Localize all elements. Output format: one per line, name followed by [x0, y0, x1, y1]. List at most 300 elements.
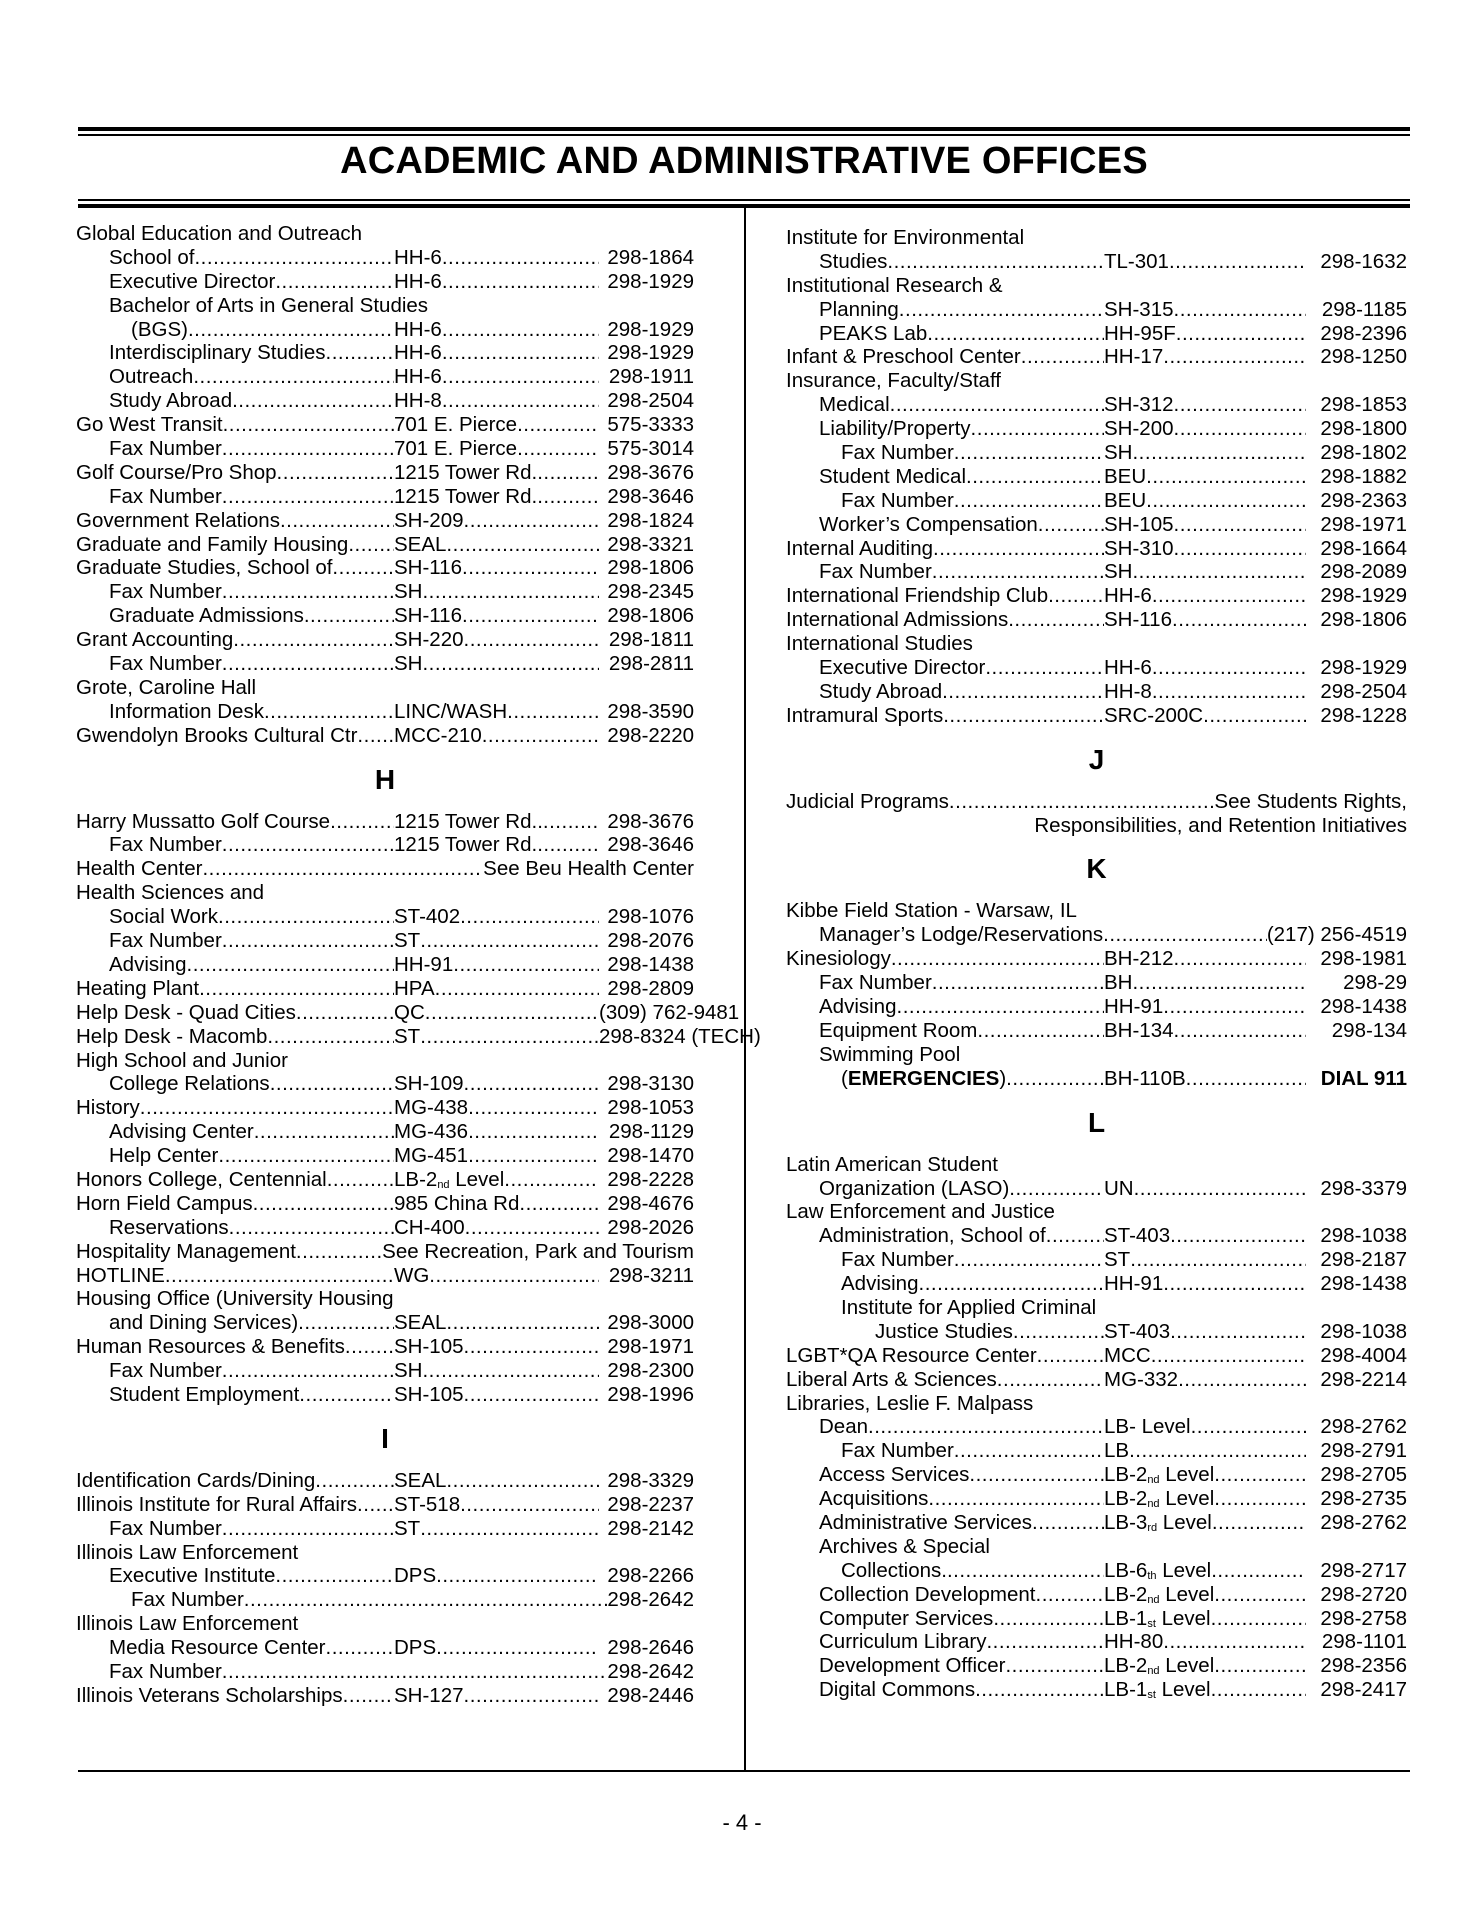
dot-leader — [194, 246, 394, 270]
dot-leader — [891, 947, 1104, 971]
entry-name: Global Education and Outreach — [76, 222, 363, 245]
entry-name: Fax Number — [131, 1588, 244, 1612]
entry-name: Studies — [819, 249, 888, 273]
ordinal-suffix: st — [1147, 1689, 1156, 1702]
entry-phone: 298-1101 — [1321, 1630, 1407, 1654]
entry-location-cell — [394, 1636, 599, 1660]
dot-leader — [1132, 441, 1306, 465]
dot-leader — [927, 322, 1104, 346]
entry-location-cell — [394, 1493, 599, 1517]
entry-name: Media Resource Center — [109, 1636, 326, 1660]
entry-name: Administrative Services — [819, 1510, 1033, 1534]
entry-location: HPA — [394, 976, 435, 1000]
entry-name: Fax Number — [109, 1516, 222, 1540]
entry-name-cell — [109, 1383, 394, 1407]
entry-location-cell — [394, 905, 599, 929]
directory-entry — [76, 1359, 694, 1383]
entry-location-cell — [1104, 441, 1306, 465]
entry-name: Fax Number — [109, 484, 222, 508]
dot-leader — [222, 485, 394, 509]
dot-leader — [420, 1517, 599, 1541]
entry-name: Study Abroad — [819, 679, 943, 703]
dot-leader — [1163, 1272, 1306, 1296]
entry-location-cell — [394, 652, 599, 676]
entry-phone: 298-3646 — [607, 484, 694, 508]
entry-location: HH-95F — [1104, 321, 1176, 345]
entry-phone: 298-2266 — [607, 1564, 694, 1588]
dot-leader — [986, 1630, 1104, 1654]
entry-name-cell — [841, 1439, 1104, 1463]
entry-location: SH-200 — [1104, 417, 1174, 441]
entry-name: Honors College, Centennial — [76, 1167, 327, 1191]
entry-location: MG-332 — [1104, 1367, 1179, 1391]
entry-location-cell — [1104, 417, 1306, 441]
dot-leader — [1170, 1320, 1306, 1344]
directory-entry — [76, 580, 694, 604]
dot-leader — [199, 977, 394, 1001]
entry-phone: 298-2758 — [1320, 1606, 1407, 1630]
entry-name: Kinesiology — [786, 947, 891, 971]
entry-phone: 298-1632 — [1320, 249, 1407, 273]
entry-location-level: Level — [1155, 1678, 1211, 1702]
entry-name-cell — [841, 1272, 1104, 1296]
directory-entry — [786, 1463, 1407, 1487]
entry-location-level: Level — [1155, 1606, 1211, 1630]
entry-location-cell — [1104, 656, 1306, 680]
dot-leader — [202, 857, 483, 881]
directory-entry — [786, 1177, 1407, 1201]
entry-name: Heating Plant — [76, 976, 200, 1000]
entry-location-cell — [394, 1684, 599, 1708]
entry-name: Judicial Programs — [786, 789, 949, 813]
dot-leader — [1132, 560, 1306, 584]
entry-name: Study Abroad — [109, 389, 233, 413]
dot-leader — [1214, 1487, 1306, 1511]
directory-entry — [786, 1320, 1407, 1344]
entry-phone: 298-2642 — [607, 1659, 694, 1683]
entry-location-cell — [394, 833, 599, 857]
entry-name: Fax Number — [109, 652, 222, 676]
dot-leader — [1037, 1344, 1104, 1368]
entry-location-cell — [1104, 250, 1306, 274]
entry-name: Grote, Caroline Hall — [76, 675, 257, 699]
entry-phone: 298-4676 — [607, 1191, 694, 1215]
dot-leader — [343, 1684, 394, 1708]
directory-entry — [786, 995, 1407, 1019]
dot-leader — [442, 246, 599, 270]
entry-name-cell — [786, 608, 1104, 632]
directory-entry — [76, 389, 694, 413]
entry-name-cell — [786, 584, 1104, 608]
dot-leader — [517, 413, 599, 437]
dot-leader — [446, 1469, 599, 1493]
directory-category — [76, 676, 694, 700]
entry-location: SH-127 — [394, 1683, 464, 1707]
dot-leader — [1103, 923, 1267, 947]
entry-name: Medical — [819, 393, 890, 417]
directory-category — [786, 1153, 1407, 1177]
directory-entry — [76, 1264, 694, 1288]
entry-location-level: Level — [449, 1167, 505, 1191]
entry-phone: 298-2504 — [1320, 679, 1407, 703]
dot-leader — [1008, 608, 1104, 632]
entry-phone: 298-2187 — [1320, 1248, 1407, 1272]
see-reference: See Recreation, Park and Tourism — [382, 1239, 694, 1263]
entry-name: Graduate Admissions — [109, 604, 304, 628]
entry-name-cell — [841, 1248, 1104, 1272]
entry-location: LB-2 — [1104, 1487, 1148, 1511]
entry-name: Golf Course/Pro Shop — [76, 460, 277, 484]
entry-phone: 298-1911 — [608, 365, 694, 389]
entry-name-cell — [76, 461, 394, 485]
entry-name: Fax Number — [109, 833, 222, 857]
entry-name: PEAKS Lab — [819, 321, 928, 345]
directory-category — [76, 294, 694, 318]
entry-name-cell — [76, 556, 394, 580]
dot-leader — [298, 1311, 394, 1335]
entry-name-cell — [841, 441, 1104, 465]
directory-entry — [76, 833, 694, 857]
ordinal-suffix: nd — [1147, 1498, 1160, 1511]
directory-entry — [786, 322, 1407, 346]
entry-name: Fax Number — [819, 971, 932, 995]
entry-phone: 298-3130 — [607, 1072, 694, 1096]
entry-location: SH — [394, 580, 423, 604]
dot-leader — [537, 485, 599, 509]
dot-leader — [997, 1368, 1104, 1392]
section-letter-heading: L — [1087, 1106, 1106, 1138]
entry-location: ST-518 — [394, 1492, 461, 1516]
directory-entry — [786, 1654, 1407, 1678]
dot-leader — [462, 556, 599, 580]
entry-location: BH-212 — [1104, 947, 1174, 971]
entry-name-cell — [109, 1144, 394, 1168]
dot-leader — [315, 1469, 394, 1493]
entry-location: 1215 Tower Rd. — [394, 833, 538, 857]
entry-location: ST — [394, 929, 421, 953]
ordinal-suffix: th — [1147, 1569, 1157, 1582]
entry-location: SH — [394, 652, 423, 676]
entry-name: Infant & Preschool Center — [786, 345, 1021, 369]
entry-phone: 298-2417 — [1320, 1678, 1407, 1702]
directory-entry — [786, 1224, 1407, 1248]
entry-phone: 298-1664 — [1320, 536, 1407, 560]
entry-location: SH-116 — [394, 604, 462, 628]
entry-name-prefix: ( — [841, 1066, 848, 1090]
directory-entry — [786, 1272, 1407, 1296]
entry-phone: 575-3014 — [607, 437, 694, 461]
entry-phone: 298-3379 — [1320, 1176, 1407, 1200]
entry-location: ST-402 — [394, 905, 461, 929]
entry-name-cell — [819, 298, 1104, 322]
dot-leader — [890, 393, 1104, 417]
entry-phone: 298-2076 — [607, 929, 694, 953]
dot-leader — [464, 1072, 599, 1096]
directory-entry — [76, 1564, 694, 1588]
dot-leader — [537, 833, 599, 857]
entry-location-cell — [1104, 1678, 1306, 1706]
entry-name-cell — [76, 628, 394, 652]
entry-name-cell — [76, 1335, 394, 1359]
entry-phone: 298-2214 — [1320, 1367, 1407, 1391]
entry-location: WG — [394, 1263, 430, 1287]
entry-name: Fax Number — [841, 1439, 954, 1463]
entry-phone: 298-1811 — [608, 628, 694, 652]
entry-location: MG-436 — [394, 1120, 469, 1144]
entry-name-cell — [76, 533, 394, 557]
ordinal-suffix: nd — [1147, 1593, 1160, 1606]
entry-location-cell — [1104, 1067, 1306, 1091]
entry-location-cell — [394, 1335, 599, 1359]
directory-entry — [76, 509, 694, 533]
page-title: ACADEMIC AND ADMINISTRATIVE OFFICES — [340, 140, 1148, 182]
entry-name-cell — [109, 1636, 394, 1660]
dot-leader — [1163, 1630, 1306, 1654]
entry-name-cell — [819, 465, 1104, 489]
entry-location: HH-91 — [1104, 1272, 1164, 1296]
dot-leader — [932, 971, 1104, 995]
dot-leader — [1163, 345, 1306, 369]
entry-phone: 298-2396 — [1320, 321, 1407, 345]
dot-leader — [969, 1463, 1104, 1487]
dot-leader — [1211, 1607, 1306, 1631]
dot-leader — [422, 1359, 599, 1383]
entry-location-cell — [1104, 584, 1306, 608]
entry-location-cell — [394, 389, 599, 413]
dot-leader — [254, 1120, 394, 1144]
entry-location-cell — [394, 246, 599, 270]
entry-location-cell — [394, 977, 599, 1001]
directory-entry — [76, 1636, 694, 1660]
entry-phone: 298-3321 — [607, 532, 694, 556]
entry-location: 985 China Rd — [394, 1191, 520, 1215]
entry-location: 1215 Tower Rd.. — [394, 809, 543, 833]
entry-phone: 298-1864 — [607, 245, 694, 269]
entry-name: Executive Director — [109, 269, 276, 293]
directory-entry — [76, 1072, 694, 1096]
entry-phone: 298-2026 — [607, 1215, 694, 1239]
dot-leader — [222, 437, 394, 461]
dot-leader — [933, 537, 1104, 561]
directory-entry — [76, 556, 694, 580]
directory-entry — [786, 560, 1407, 584]
directory-entry — [786, 1439, 1407, 1463]
dot-leader — [357, 724, 394, 748]
entry-location: HH-91 — [394, 952, 454, 976]
entry-name-cell — [819, 656, 1104, 680]
directory-entry — [76, 246, 694, 270]
entry-name: Bachelor of Arts in General Studies — [109, 293, 429, 317]
directory-entry — [786, 790, 1407, 814]
entry-location-cell — [394, 604, 599, 628]
entry-phone: 298-4004 — [1320, 1343, 1407, 1367]
dot-leader — [446, 533, 599, 557]
dot-leader — [537, 461, 599, 485]
dot-leader — [222, 1660, 608, 1684]
entry-phone: (309) 762-9481 — [599, 1000, 740, 1024]
entry-location: SH — [394, 1359, 423, 1383]
ordinal-suffix: st — [1147, 1617, 1156, 1630]
entry-phone: 298-2363 — [1320, 488, 1407, 512]
entry-location: HH-6 — [394, 365, 442, 389]
entry-location-cell — [394, 556, 599, 580]
dot-leader — [442, 389, 599, 413]
bottom-rule — [78, 1770, 1410, 1772]
entry-location-cell — [394, 1025, 599, 1049]
entry-location: HH-8 — [394, 389, 442, 413]
entry-name-cell — [109, 929, 394, 953]
directory-entry — [786, 489, 1407, 513]
entry-location: BH — [1104, 971, 1133, 995]
entry-name-cell — [109, 1564, 394, 1588]
ordinal-suffix: rd — [1147, 1521, 1158, 1534]
entry-phone: 298-3329 — [607, 1468, 694, 1492]
dot-leader — [1146, 489, 1306, 513]
dot-leader — [1211, 1559, 1306, 1583]
dot-leader — [1174, 417, 1306, 441]
entry-location: SH-105 — [394, 1335, 464, 1359]
dot-leader — [420, 929, 599, 953]
directory-entry — [76, 953, 694, 977]
directory-entry — [76, 413, 694, 437]
entry-name-cell — [819, 1415, 1104, 1439]
entry-location-cell — [394, 1264, 599, 1288]
entry-location-cell — [1104, 465, 1306, 489]
directory-entry — [76, 1096, 694, 1120]
entry-location-cell — [394, 580, 599, 604]
entry-name: Outreach — [109, 365, 194, 389]
entry-name: Fax Number — [109, 1659, 222, 1683]
dot-leader — [165, 1264, 394, 1288]
directory-entry — [786, 1344, 1407, 1368]
dot-leader — [140, 1096, 394, 1120]
entry-name-cell — [819, 1654, 1104, 1678]
directory-entry — [786, 923, 1407, 947]
entry-location-cell — [1104, 489, 1306, 513]
entry-phone: 298-1470 — [607, 1144, 694, 1168]
entry-location-cell — [394, 1096, 599, 1120]
entry-location: SH — [1104, 441, 1133, 465]
entry-name-cell — [109, 953, 394, 977]
dot-leader — [244, 1588, 608, 1612]
entry-location: ST — [394, 1024, 421, 1048]
dot-leader — [420, 1025, 599, 1049]
entry-name: Kibbe Field Station - Warsaw, IL — [786, 899, 1077, 923]
entry-location-cell — [394, 485, 599, 509]
entry-location-cell — [394, 1469, 599, 1493]
entry-name-cell — [109, 365, 394, 389]
entry-location-cell — [1104, 1320, 1306, 1344]
dot-leader — [436, 1636, 599, 1660]
entry-name: Help Center — [109, 1144, 219, 1168]
entry-location: SEAL — [394, 532, 447, 556]
entry-name-cell — [819, 971, 1104, 995]
entry-name: Illinois Law Enforcement — [76, 1540, 299, 1564]
directory-entry — [786, 1678, 1407, 1702]
top-rule-thin — [78, 134, 1410, 136]
entry-name-cell — [841, 489, 1104, 513]
entry-name-cell — [875, 1320, 1104, 1344]
entry-name: Law Enforcement and Justice — [786, 1200, 1055, 1224]
directory-entry — [76, 857, 694, 881]
entry-name: Computer Services — [819, 1606, 994, 1630]
entry-name-cell — [819, 1019, 1104, 1043]
entry-location-cell — [394, 365, 599, 389]
directory-entry — [76, 1192, 694, 1216]
dot-leader — [253, 1192, 394, 1216]
entry-phone: 298-1806 — [607, 604, 694, 628]
entry-location: 1215 Tower Rd. — [394, 484, 538, 508]
entry-location-cell — [394, 1517, 599, 1541]
entry-location: 1215 Tower Rd. — [394, 460, 538, 484]
entry-name-cell — [131, 318, 394, 342]
entry-name-bold: EMERGENCIES — [847, 1066, 1000, 1090]
directory-entry — [786, 1415, 1407, 1439]
entry-location: SH-109 — [394, 1072, 464, 1096]
entry-name-cell — [76, 509, 394, 533]
directory-entry — [786, 298, 1407, 322]
dot-leader — [453, 953, 599, 977]
entry-phone: 298-2228 — [607, 1167, 694, 1191]
entry-location: LB-2 — [1104, 1463, 1148, 1487]
entry-location: HH-6 — [394, 317, 442, 341]
entry-phone: 298-1806 — [607, 556, 694, 580]
entry-name-cell — [109, 246, 394, 270]
dot-leader — [299, 1383, 394, 1407]
entry-name-cell — [819, 250, 1104, 274]
entry-name-cell — [109, 1120, 394, 1144]
directory-entry — [76, 1517, 694, 1541]
dot-leader — [275, 270, 394, 294]
entry-location-cell — [1104, 1415, 1306, 1439]
entry-name: Curriculum Library — [819, 1630, 987, 1654]
dot-leader — [517, 437, 599, 461]
entry-phone: 298-1038 — [1320, 1224, 1407, 1248]
dot-leader — [327, 1168, 394, 1192]
entry-location: SH-116 — [1104, 608, 1172, 632]
dot-leader — [422, 580, 599, 604]
entry-name: Student Employment — [109, 1382, 300, 1406]
dot-leader — [326, 1636, 395, 1660]
entry-phone: 298-3676 — [607, 460, 694, 484]
dot-leader — [1005, 1654, 1104, 1678]
entry-name: Go West Transit — [76, 413, 223, 437]
dot-leader — [899, 298, 1104, 322]
directory-entry — [76, 1493, 694, 1517]
dot-leader — [222, 652, 394, 676]
directory-entry — [76, 1168, 694, 1192]
entry-name-cell — [786, 704, 1104, 728]
entry-location: ST — [394, 1516, 421, 1540]
entry-location-cell — [1104, 345, 1306, 369]
entry-name-cell — [76, 1096, 394, 1120]
entry-phone: 298-2735 — [1320, 1487, 1407, 1511]
entry-name: College Relations — [109, 1072, 270, 1096]
entry-name: Fax Number — [109, 1359, 222, 1383]
dot-leader — [464, 1335, 599, 1359]
entry-location: 701 E. Pierce — [394, 413, 518, 437]
entry-location: SRC-200C — [1104, 703, 1204, 727]
entry-phone: 298-3590 — [607, 699, 694, 723]
entry-name: Harry Mussatto Golf Course — [76, 809, 331, 833]
entry-location-cell — [1104, 1177, 1306, 1201]
entry-name-cell — [819, 1607, 1104, 1631]
entry-name: Equipment Room — [819, 1018, 978, 1042]
entry-location: LB-2 — [1104, 1582, 1148, 1606]
directory-entry — [76, 1216, 694, 1240]
entry-name-cell — [786, 345, 1104, 369]
entry-name: Executive Institute — [109, 1564, 276, 1588]
